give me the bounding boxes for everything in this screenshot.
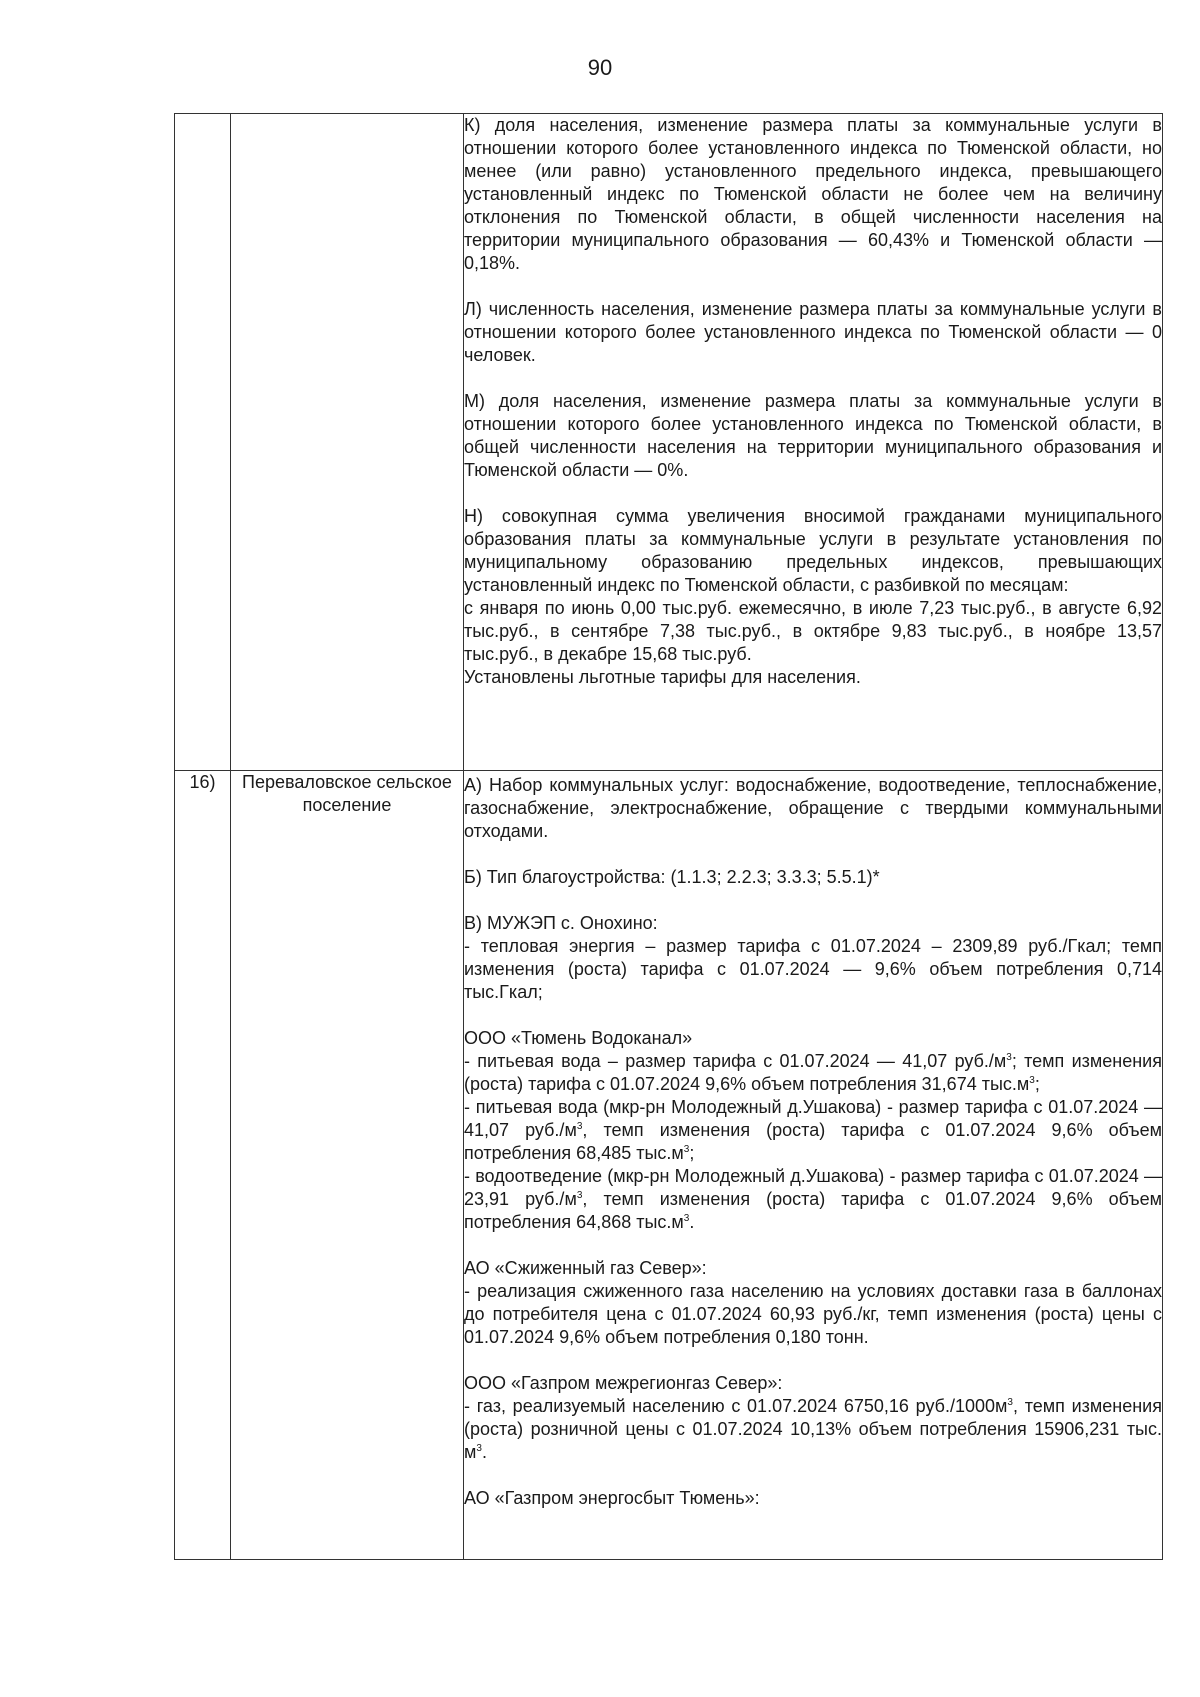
- water-line-1: - питьевая вода – размер тарифа с 01.07.2024 — 41,07 $руб./м^3$; темп изменения (роста) тарифа с 01.07.2024 9,6% объем потребления 31,674 $тыс.м^3$;: [464, 1051, 1162, 1094]
- row-number-cell: 16): [175, 771, 231, 1560]
- settlement-name-cell: Переваловское сельское поселение: [231, 771, 464, 1560]
- paragraph-l: Л) численность населения, изменение размера платы за коммунальные услуги в отношении которого более установленного индекса по Тюменской области — 0 человек.: [464, 299, 1162, 365]
- energy-title: АО «Газпром энергосбыт Тюмень»:: [464, 1488, 760, 1508]
- lpg-title: АО «Сжиженный газ Север»:: [464, 1258, 707, 1278]
- paragraph-benefits: Установлены льготные тарифы для населения.: [464, 667, 861, 687]
- paragraph-b: Б) Тип благоустройства: (1.1.3; 2.2.3; 3.3.3; 5.5.1)*: [464, 867, 880, 887]
- vodokanal-title: ООО «Тюмень Водоканал»: [464, 1028, 693, 1048]
- gas-line: - газ, реализуемый населению с 01.07.2024 6750,16 $руб./1000м^3$, темп изменения (роста) розничной цены с 01.07.2024 10,13% объем потребления 15906,231 тыс. $м^3$.: [464, 1396, 1162, 1462]
- water-line-2: - питьевая вода (мкр-рн Молодежный д.Ушакова) - размер тарифа с 01.07.2024 — 41,07 $руб./м^3$, темп изменения (роста) тарифа с 01.07.2024 9,6% объем потребления 68,485 $тыс.м^3$;: [464, 1097, 1163, 1163]
- page-number: 90: [587, 55, 613, 80]
- paragraph-n-months: с января по июнь 0,00 тыс.руб. ежемесячно, в июле 7,23 тыс.руб., в августе 6,92 тыс.руб., в сентябре 7,38 тыс.руб., в октябре 9,83 тыс.руб., в ноябре 13,57 тыс.руб., в декабре 15,68 тыс.руб.: [464, 598, 1162, 664]
- water-line-3: - водоотведение (мкр-рн Молодежный д.Ушакова) - размер тарифа с 01.07.2024 — 23,91 $руб./м^3$, темп изменения (роста) тарифа с 01.07.2024 9,6% объем потребления 64,868 $тыс.м^3$.: [464, 1166, 1163, 1232]
- row-content-cell: [464, 114, 1163, 771]
- paragraph-k: К) доля населения, изменение размера платы за коммунальные услуги в отношении которого более установленного индекса по Тюменской области, но менее (или равно) установленного предельного индекса, превышающего установленный индекс по Тюменской области не более чем на величину отклонения по Тюменской области, в общей численности населения на территории муниципального образования — 60,43% и Тюменской области — 0,18%.: [464, 115, 1162, 273]
- tariff-table: [174, 113, 1163, 1560]
- table-row: [175, 114, 1163, 771]
- row-content-cell: [464, 771, 1163, 1560]
- table-row: [175, 771, 1163, 1560]
- lpg-line: - реализация сжиженного газа населению на условиях доставки газа в баллонах до потребителя цена с 01.07.2024 60,93 руб./кг, темп изменения (роста) цены с 01.07.2024 9,6% объем потребления 0,180 тонн.: [464, 1281, 1162, 1347]
- row-number-cell: [175, 114, 231, 771]
- settlement-name-cell: [231, 114, 464, 771]
- paragraph-m: М) доля населения, изменение размера платы за коммунальные услуги в отношении которого более установленного индекса по Тюменской области, в общей численности населения на территории муниципального образования и Тюменской области — 0%.: [464, 391, 1162, 480]
- paragraph-a: А) Набор коммунальных услуг: водоснабжение, водоотведение, теплоснабжение, газоснабжение, электроснабжение, обращение с твердыми коммунальными отходами.: [464, 775, 1162, 841]
- paragraph-v-title: В) МУЖЭП с. Онохино:: [464, 913, 658, 933]
- gas-title: ООО «Газпром межрегионгаз Север»:: [464, 1373, 783, 1393]
- paragraph-n: Н) совокупная сумма увеличения вносимой гражданами муниципального образования платы за коммунальные услуги в результате установления по муниципальному образованию предельных индексов, превышающих установленный индекс по Тюменской области, с разбивкой по месяцам:: [464, 506, 1162, 595]
- paragraph-heat: - тепловая энергия – размер тарифа с 01.07.2024 – 2309,89 руб./Гкал; темп изменения (роста) тарифа с 01.07.2024 — 9,6% объем потребления 0,714 тыс.Гкал;: [464, 936, 1162, 1002]
